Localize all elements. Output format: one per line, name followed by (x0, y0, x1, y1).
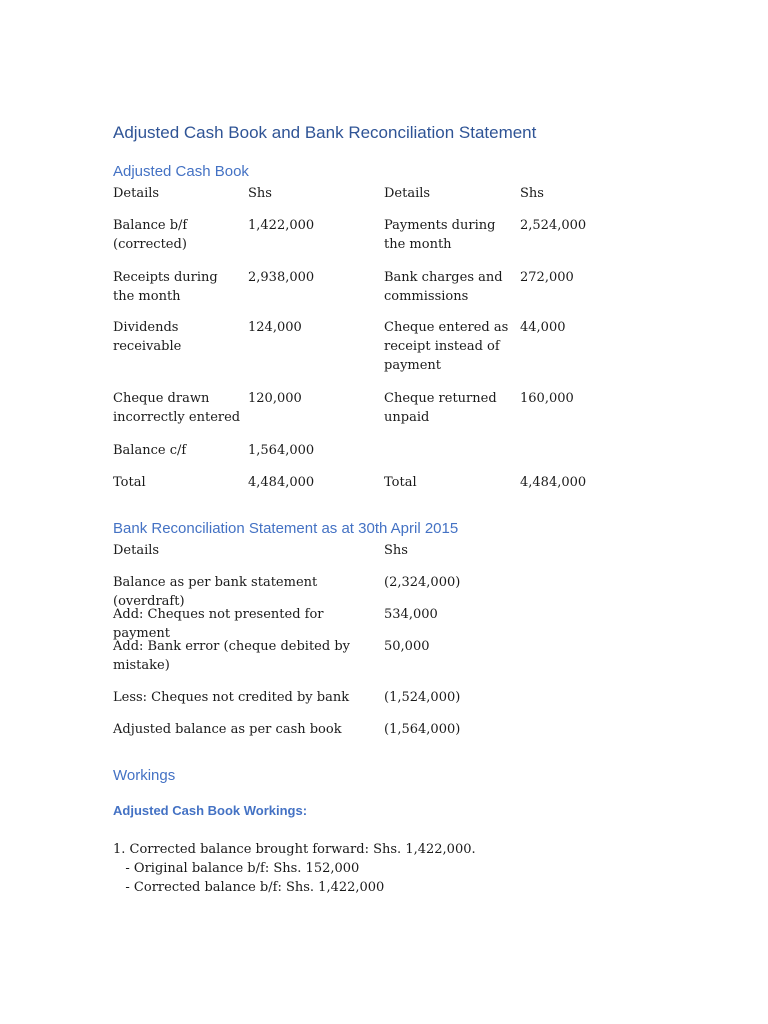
reconciliation-detail: Balance as per bank statement (overdraft) (113, 575, 318, 609)
cash-book-credit-detail: Payments during the month (384, 218, 496, 252)
cash-book-credit-amount: 2,524,000 (520, 218, 587, 233)
cash-book-heading: Adjusted Cash Book (113, 163, 249, 180)
workings-line: - Original balance b/f: Shs. 152,000 (113, 861, 360, 876)
cash-book-debit-detail: Balance c/f (113, 443, 187, 458)
cash-book-debit-detail: Receipts during the month (113, 270, 218, 304)
cash-book-credit-detail: Cheque entered as receipt instead of payment (384, 320, 509, 373)
cash-book-header-shs-right: Shs (520, 186, 544, 201)
cash-book-debit-amount: 124,000 (248, 320, 302, 335)
cash-book-debit-detail: Balance b/f (corrected) (113, 218, 188, 252)
reconciliation-header-shs: Shs (384, 543, 408, 558)
cash-book-header-details-right: Details (384, 186, 431, 201)
reconciliation-header-details: Details (113, 543, 160, 558)
cash-book-total-amount-left: 4,484,000 (248, 475, 315, 490)
workings-heading: Workings (113, 767, 176, 784)
cash-book-debit-detail: Dividends receivable (113, 320, 182, 354)
cash-book-total-label-left: Total (113, 475, 146, 490)
reconciliation-detail: Adjusted balance as per cash book (113, 722, 342, 737)
workings-line: - Corrected balance b/f: Shs. 1,422,000 (113, 880, 385, 895)
reconciliation-detail: Add: Cheques not presented for payment (113, 607, 324, 641)
reconciliation-heading: Bank Reconciliation Statement as at 30th April 2015 (113, 520, 459, 537)
cash-book-total-label-right: Total (384, 475, 417, 490)
cash-book-debit-amount: 1,564,000 (248, 443, 315, 458)
cash-book-total-amount-right: 4,484,000 (520, 475, 587, 490)
reconciliation-detail: Less: Cheques not credited by bank (113, 690, 350, 705)
reconciliation-amount: (1,564,000) (384, 722, 461, 737)
cash-book-credit-amount: 44,000 (520, 320, 566, 335)
cash-book-credit-amount: 160,000 (520, 391, 574, 406)
cash-book-header-shs-left: Shs (248, 186, 272, 201)
reconciliation-amount: (2,324,000) (384, 575, 461, 590)
cash-book-debit-amount: 2,938,000 (248, 270, 315, 285)
workings-subheading: Adjusted Cash Book Workings: (113, 803, 308, 818)
cash-book-debit-amount: 1,422,000 (248, 218, 315, 233)
cash-book-header-details-left: Details (113, 186, 160, 201)
reconciliation-detail: Add: Bank error (cheque debited by mistake) (113, 639, 350, 673)
cash-book-debit-amount: 120,000 (248, 391, 302, 406)
workings-line: 1. Corrected balance brought forward: Shs. 1,422,000. (113, 842, 476, 857)
reconciliation-amount: 50,000 (384, 639, 430, 654)
cash-book-credit-amount: 272,000 (520, 270, 574, 285)
reconciliation-amount: (1,524,000) (384, 690, 461, 705)
cash-book-credit-detail: Cheque returned unpaid (384, 391, 497, 425)
cash-book-debit-detail: Cheque drawn incorrectly entered (113, 391, 241, 425)
reconciliation-amount: 534,000 (384, 607, 438, 622)
document-title: Adjusted Cash Book and Bank Reconciliation Statement (113, 123, 537, 142)
cash-book-credit-detail: Bank charges and commissions (384, 270, 503, 304)
